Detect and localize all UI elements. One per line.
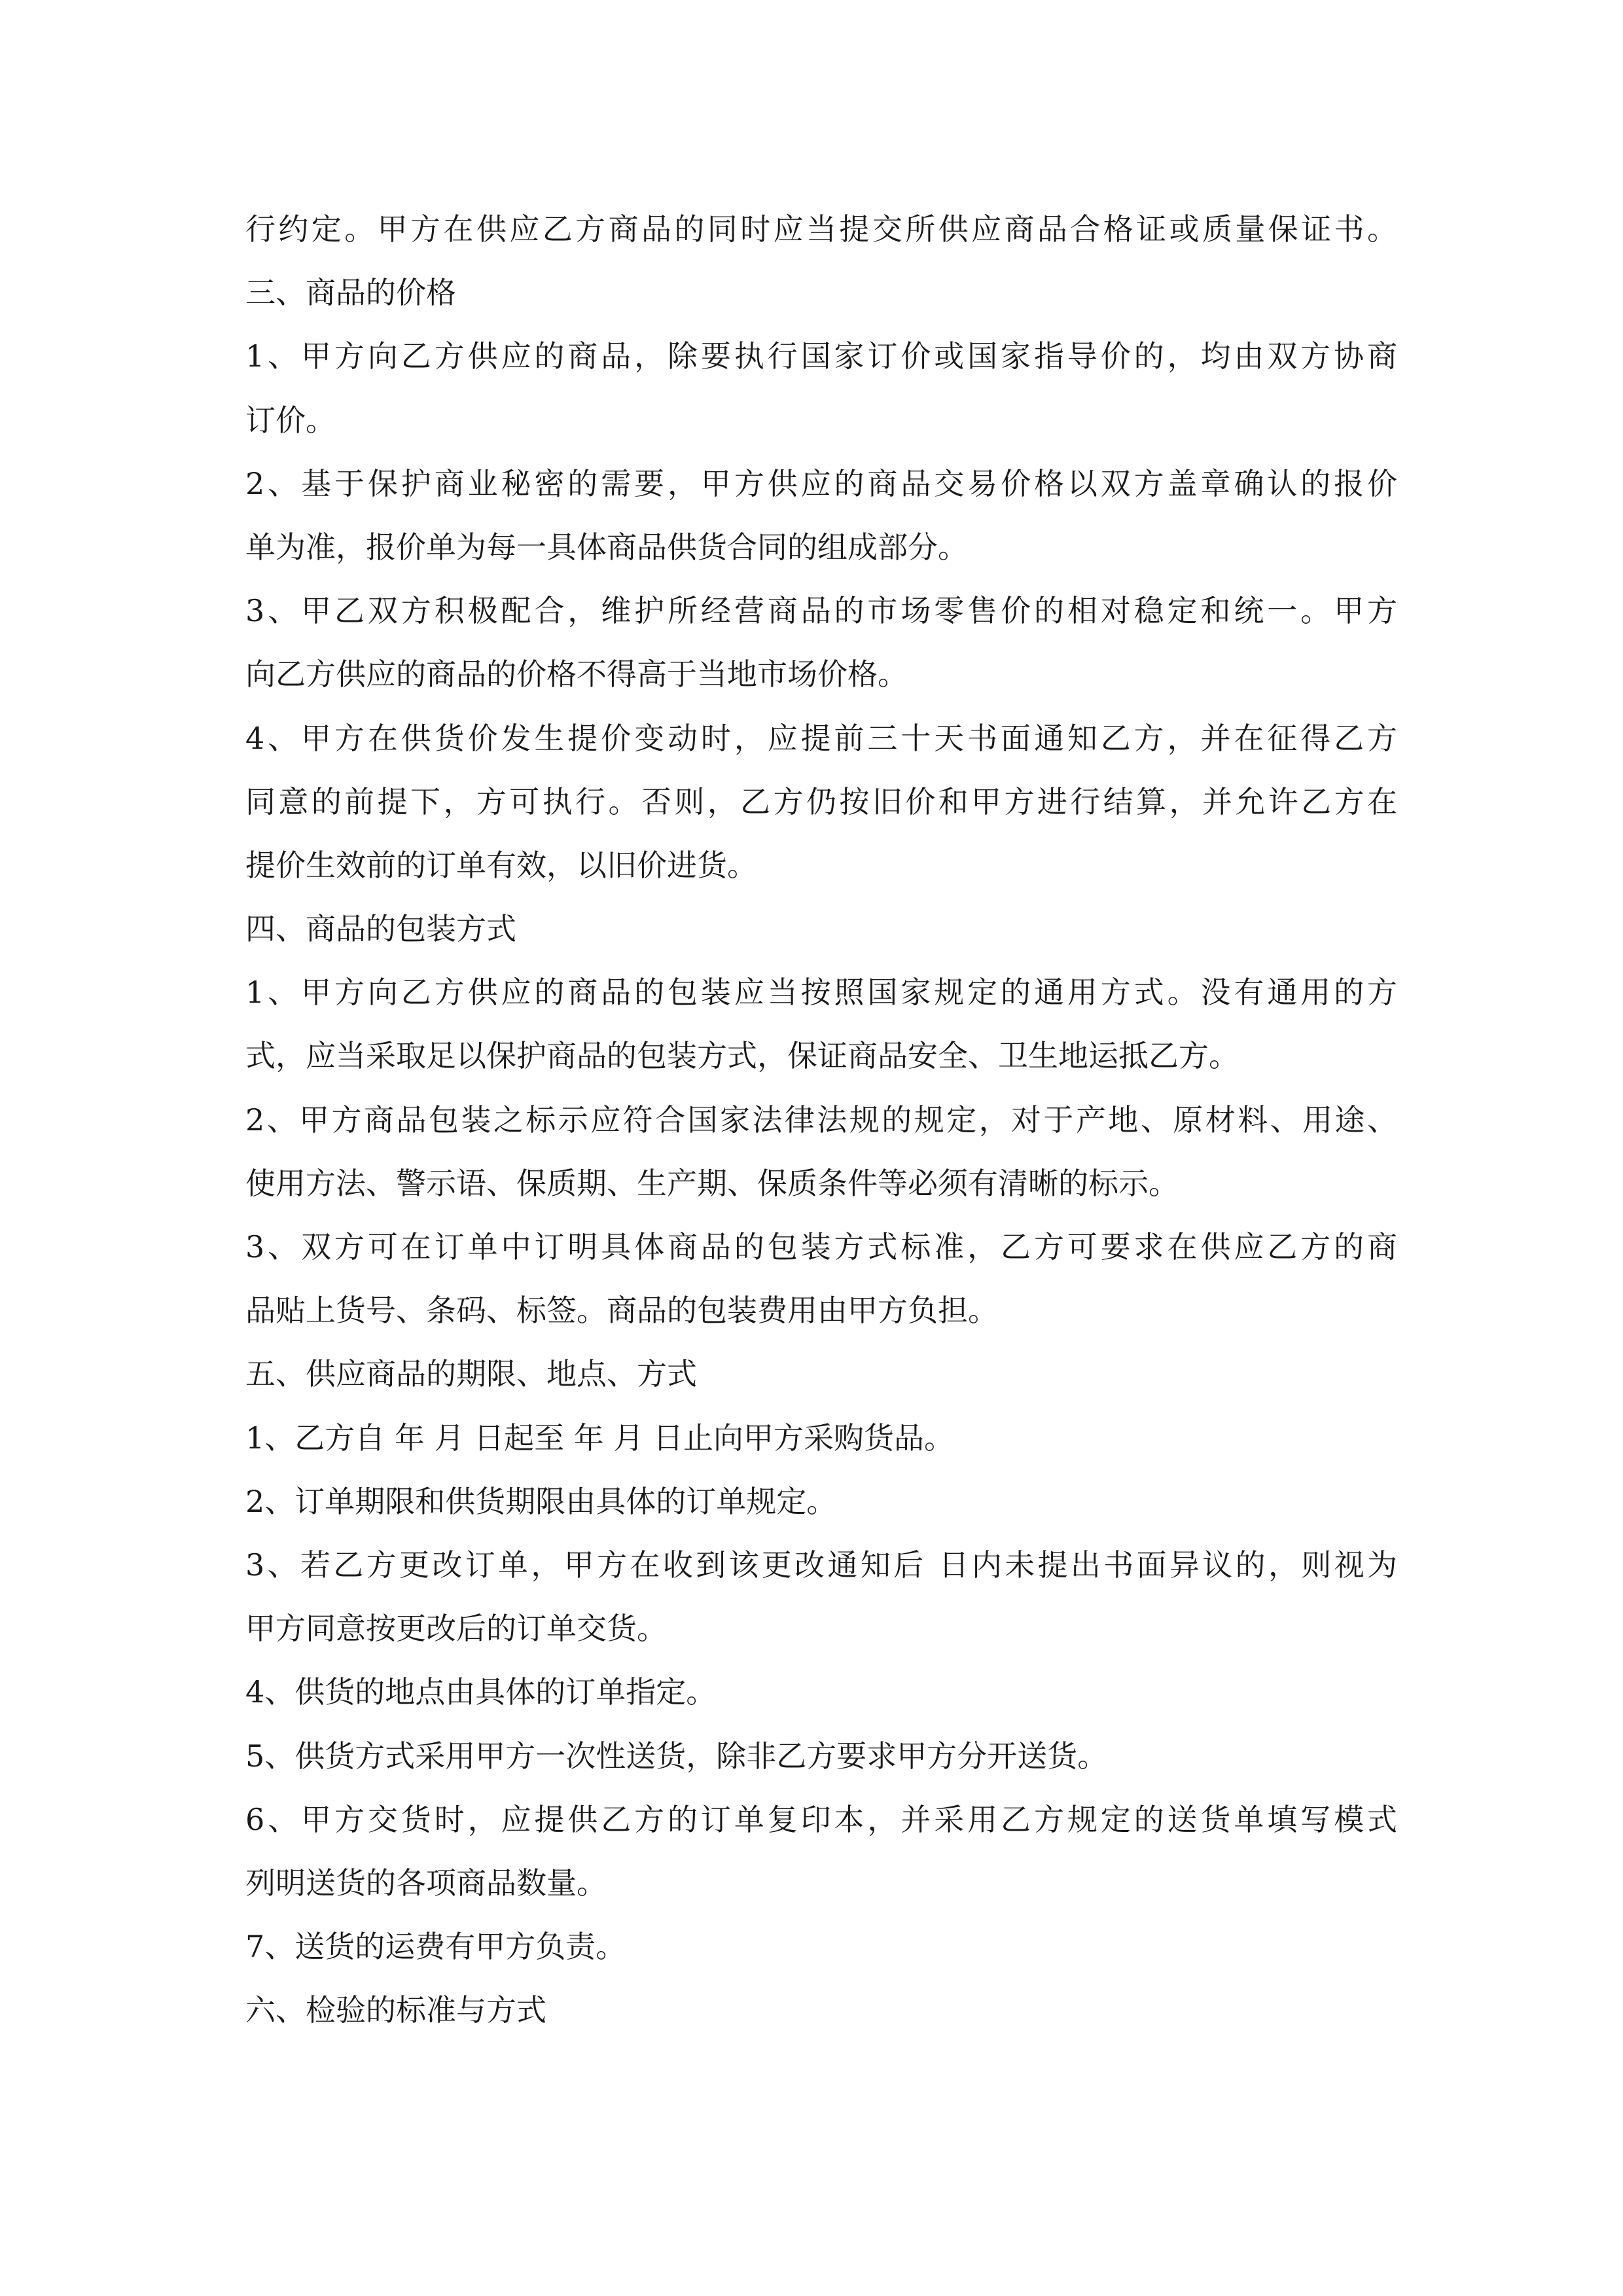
section-heading: 三、商品的价格 (245, 275, 456, 311)
text-line: 品贴上货号、条码、标签。商品的包装费用由甲方负担。 (245, 1293, 998, 1329)
text-line: 2、基于保护商业秘密的需要，甲方供应的商品交易价格以双方盖章确认的报价 (245, 465, 1397, 501)
text-line: 6、甲方交货时，应提供乙方的订单复印本，并采用乙方规定的送货单填写模式 (245, 1801, 1397, 1837)
text-line: 1、甲方向乙方供应的商品的包装应当按照国家规定的通用方式。没有通用的方 (245, 975, 1397, 1011)
text-line: 同意的前提下，方可执行。否则，乙方仍按旧价和甲方进行结算，并允许乙方在 (245, 783, 1397, 819)
text-line: 2、订单期限和供货期限由具体的订单规定。 (245, 1483, 837, 1519)
section-heading: 四、商品的包装方式 (245, 911, 516, 947)
text-line: 4、甲方在供货价发生提价变动时，应提前三十天书面通知乙方，并在征得乙方 (245, 720, 1397, 756)
section-heading: 六、检验的标准与方式 (245, 1992, 546, 2028)
text-line: 单为准，报价单为每一具体商品供货合同的组成部分。 (245, 529, 968, 565)
text-line: 2、甲方商品包装之标示应符合国家法律法规的规定，对于产地、原材料、用途、 (245, 1102, 1397, 1138)
text-line: 使用方法、警示语、保质期、生产期、保质条件等必须有清晰的标示。 (245, 1165, 1179, 1201)
text-line: 提价生效前的订单有效，以旧价进货。 (245, 847, 757, 883)
text-line: 行约定。甲方在供应乙方商品的同时应当提交所供应商品合格证或质量保证书。 (245, 211, 1397, 247)
document-body (245, 198, 1397, 2042)
text-line: 列明送货的各项商品数量。 (245, 1865, 607, 1901)
text-line: 甲方同意按更改后的订单交货。 (245, 1611, 667, 1647)
section-heading: 五、供应商品的期限、地点、方式 (245, 1356, 697, 1392)
text-line: 7、送货的运费有甲方负责。 (245, 1929, 626, 1965)
text-line: 1、乙方自 年 月 日起至 年 月 日止向甲方采购货品。 (245, 1420, 954, 1456)
text-line: 向乙方供应的商品的价格不得高于当地市场价格。 (245, 656, 908, 692)
text-line: 订价。 (245, 402, 336, 438)
text-line: 3、若乙方更改订单，甲方在收到该更改通知后 日内未提出书面异议的，则视为 (245, 1547, 1397, 1583)
text-line: 5、供货方式采用甲方一次性送货，除非乙方要求甲方分开送货。 (245, 1738, 1108, 1774)
text-line: 式，应当采取足以保护商品的包装方式，保证商品安全、卫生地运抵乙方。 (245, 1038, 1239, 1074)
text-line: 3、双方可在订单中订明具体商品的包装方式标准，乙方可要求在供应乙方的商 (245, 1229, 1397, 1265)
text-line: 3、甲乙双方积极配合，维护所经营商品的市场零售价的相对稳定和统一。甲方 (245, 593, 1397, 629)
text-line: 4、供货的地点由具体的订单指定。 (245, 1674, 717, 1710)
text-line: 1、甲方向乙方供应的商品，除要执行国家订价或国家指导价的，均由双方协商 (245, 338, 1397, 374)
